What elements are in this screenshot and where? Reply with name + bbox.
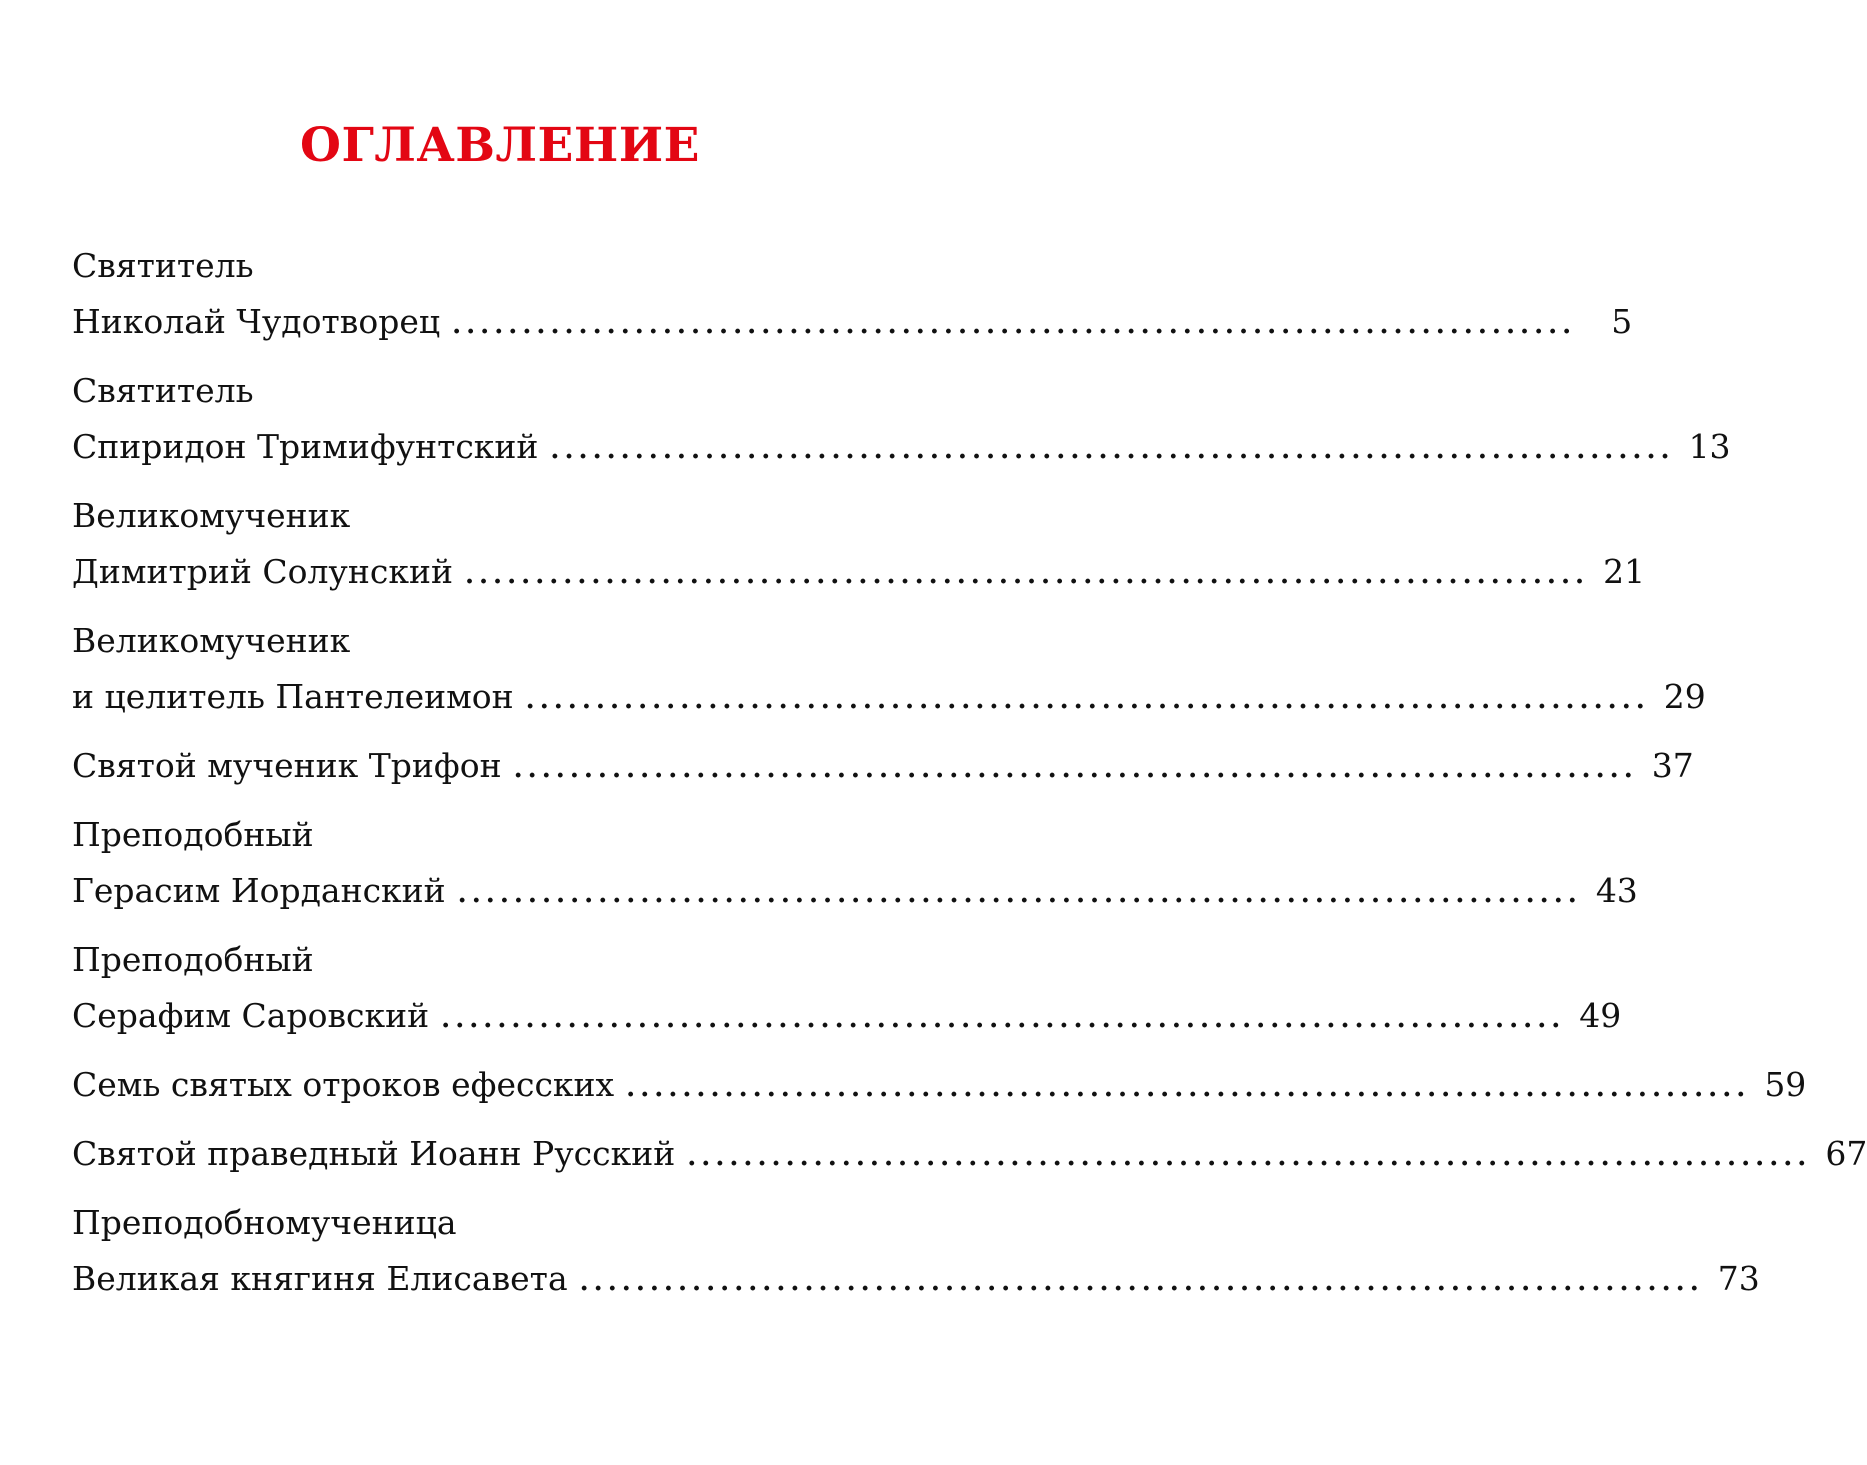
dot-leader: ................................................................................ (626, 1073, 1751, 1103)
entry-title-line: Димитрий Солунский (72, 552, 453, 591)
page-number: 43 (1595, 871, 1638, 910)
entry-title-line: Великомученик (72, 496, 351, 535)
page-number: 29 (1663, 677, 1706, 716)
toc-entry (72, 238, 1633, 353)
dot-leader: ................................................................................ (525, 685, 1650, 715)
toc-entry (72, 932, 1622, 1047)
entry-title-line: Преподобный (72, 940, 314, 979)
entry-title-line: Серафим Саровский (72, 996, 430, 1035)
dot-leader: ................................................................................ (687, 1142, 1812, 1172)
entry-title-line: Герасим Иорданский (72, 871, 446, 910)
entry-title-line: Святой праведный Иоанн Русский (72, 1134, 676, 1173)
toc-entry (72, 1126, 1867, 1185)
entry-title-line: Николай Чудотворец (72, 302, 441, 341)
table-of-contents (72, 238, 1867, 1320)
toc-entry (72, 1057, 1807, 1116)
page-number: 49 (1579, 996, 1622, 1035)
toc-entry (72, 363, 1731, 478)
entry-title-line: и целитель Пантелеимон (72, 677, 514, 716)
toc-entry (72, 613, 1706, 728)
entry-title-line: Святой мученик Трифон (72, 746, 502, 785)
toc-entry (72, 738, 1694, 797)
entry-title-line: Святитель (72, 246, 254, 285)
page-number: 67 (1825, 1134, 1867, 1173)
page-number: 73 (1717, 1259, 1760, 1298)
page-number: 5 (1611, 302, 1633, 341)
dot-leader: ................................................................................ (579, 1267, 1704, 1297)
entry-title-line: Спиридон Тримифунтский (72, 427, 539, 466)
toc-entry (72, 488, 1646, 603)
dot-leader: ................................................................................ (513, 754, 1638, 784)
page-number: 37 (1651, 746, 1694, 785)
dot-leader: ................................................................................ (452, 310, 1577, 340)
page-number: 59 (1764, 1065, 1807, 1104)
page-number: 13 (1688, 427, 1731, 466)
entry-title-line: Великомученик (72, 621, 351, 660)
dot-leader: ................................................................................ (457, 879, 1582, 909)
dot-leader: ................................................................................ (464, 560, 1590, 590)
dot-leader: ................................................................................ (441, 1004, 1566, 1034)
entry-title-line: Великая княгиня Елисавета (72, 1259, 568, 1298)
toc-entry (72, 1195, 1760, 1310)
dot-leader: ................................................................................ (550, 435, 1675, 465)
entry-title-line: Преподобный (72, 815, 314, 854)
toc-entry (72, 807, 1638, 922)
page-title: ОГЛАВЛЕНИЕ (300, 118, 700, 173)
entry-title-line: Семь святых отроков ефесских (72, 1065, 615, 1104)
entry-title-line: Святитель (72, 371, 254, 410)
page-number: 21 (1603, 552, 1646, 591)
entry-title-line: Преподобномученица (72, 1203, 457, 1242)
